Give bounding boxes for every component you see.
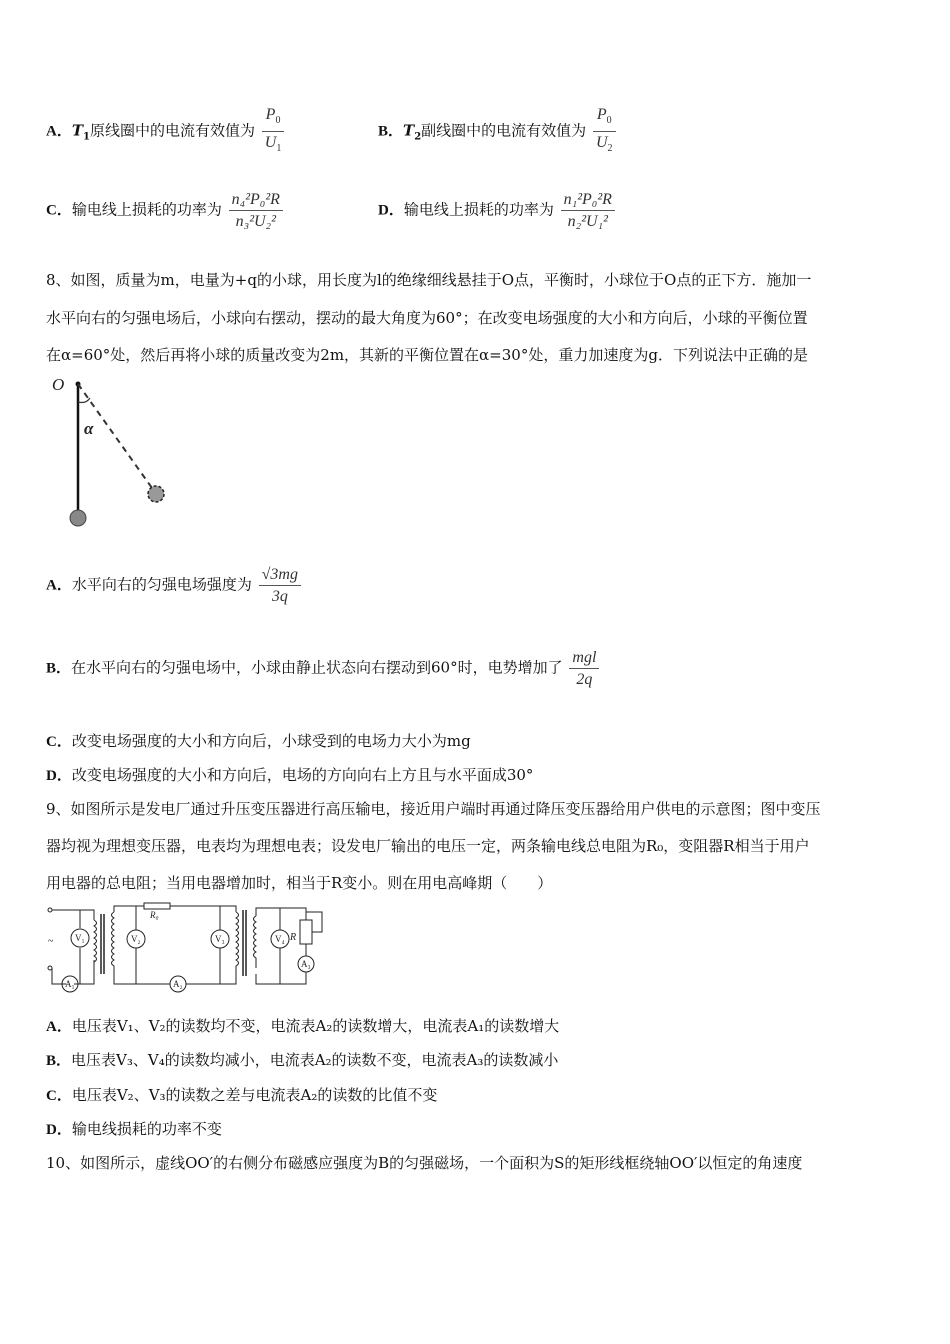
rheostat-slider <box>306 912 322 932</box>
svg-text:A₁: A₁ <box>65 979 75 989</box>
resistor-r0 <box>144 903 170 909</box>
step-up-primary-coil <box>94 920 97 966</box>
svg-text:V₄: V₄ <box>275 934 285 944</box>
q9-stem-line-3: 用电器的总电阻；当用电器增加时，相当于R变小。则在用电高峰期（ ） <box>46 874 553 892</box>
q7-option-c: C．输电线上损耗的功率为 $\frac{\text{n₄²P₀²R}}{\text{n₃²U₂²}}$ <box>46 190 283 231</box>
svg-text:V₃: V₃ <box>215 934 225 944</box>
wire <box>186 972 236 984</box>
fraction: $\frac{P_0}{U_2}$ <box>593 105 616 158</box>
terminal-top <box>48 908 52 912</box>
fraction: $\frac{\text{mgl}}{2q}$ <box>569 648 599 689</box>
svg-text:V₁: V₁ <box>75 933 85 943</box>
q9-option-d: D．输电线损耗的功率不变 <box>46 1120 222 1138</box>
symbol: T <box>71 121 84 140</box>
fraction: $\frac{P_0}{U_1}$ <box>262 105 285 158</box>
fraction: $\frac{\text{n₁²P₀²R}}{\text{n₂²U₁²}}$ <box>561 190 615 231</box>
svg-text:R: R <box>290 932 297 943</box>
q7-option-b: B．$T_2$副线圈中的电流有效值为 $\frac{P_0}{U_2}$ <box>378 105 616 158</box>
wire <box>256 972 306 984</box>
q7-option-a: A．$T_1$原线圈中的电流有效值为 $\frac{P_0}{U_1}$ <box>46 105 284 158</box>
svg-text:R₀: R₀ <box>150 910 159 920</box>
wire <box>170 906 236 912</box>
step-down-primary-coil <box>236 912 239 972</box>
q8-stem-line-1: 8、如图，质量为m，电量为+q的小球，用长度为l的绝缘细线悬挂于O点，平衡时，小球位于O点的正下方．施加一 <box>46 271 812 289</box>
label-alpha: α <box>84 419 94 438</box>
svg-text:V₂: V₂ <box>131 934 141 944</box>
ball-displaced <box>148 486 164 502</box>
angle-arc <box>78 398 90 403</box>
q9-option-b: B．电压表V₃、V₄的读数均减小，电流表A₂的读数不变，电流表A₃的读数减小 <box>46 1051 559 1069</box>
q9-stem-line-1: 9、如图所示是发电厂通过升压变压器进行高压输电，接近用户端时再通过降压变压器给用户供电的示意图；图中变压 <box>46 800 821 818</box>
q7-option-d: D．输电线上损耗的功率为 $\frac{\text{n₁²P₀²R}}{\text{n₂²U₁²}}$ <box>378 190 615 231</box>
svg-text:A₃: A₃ <box>301 959 311 969</box>
q8-option-a: A．水平向右的匀强电场强度为 $\frac{√3mg}{3q}$ <box>46 565 301 606</box>
step-up-secondary-coil <box>112 912 115 972</box>
wire <box>52 910 94 920</box>
q8-stem-line-2: 水平向右的匀强电场后，小球向右摆动，摆动的最大角度为60°；在改变电场强度的大小和方向后，小球的平衡位置 <box>46 309 808 327</box>
terminal-bottom <box>48 966 52 970</box>
fraction: $\frac{\text{n₄²P₀²R}}{\text{n₃²U₂²}}$ <box>229 190 283 231</box>
q9-option-a: A．电压表V₁、V₂的读数均不变，电流表A₂的读数增大，电流表A₁的读数增大 <box>46 1017 560 1035</box>
wire <box>114 972 170 984</box>
ac-source-symbol: ~ <box>48 936 54 947</box>
q9-stem-line-2: 器均视为理想变压器，电表均为理想电表；设发电厂输出的电压一定，两条输电线总电阻为R₀，变阻器R相当于用户 <box>46 837 810 855</box>
q10-stem-line-1: 10、如图所示，虚线OO′的右侧分布磁感应强度为B的匀强磁场，一个面积为S的矩形线框绕轴OO′以恒定的角速度 <box>46 1154 803 1172</box>
q8-stem-line-3: 在α=60°处，然后再将小球的质量改变为2m，其新的平衡位置在α=30°处，重力加速度为g．下列说法中正确的是 <box>46 346 808 364</box>
q8-option-b: B．在水平向右的匀强电场中，小球由静止状态向右摆动到60°时，电势增加了 $\frac{\text{mgl}}{2q}$ <box>46 648 599 689</box>
variable-resistor-r <box>300 920 312 944</box>
fraction: $\frac{√3mg}{3q}$ <box>259 565 301 606</box>
svg-text:A₂: A₂ <box>173 979 183 989</box>
label-O: O <box>52 375 65 394</box>
wire <box>256 908 306 920</box>
wire <box>52 968 66 984</box>
ball-equilibrium <box>70 510 86 526</box>
step-down-secondary-coil <box>254 916 257 968</box>
q9-option-c: C．电压表V₂、V₃的读数之差与电流表A₂的读数的比值不变 <box>46 1086 438 1104</box>
wire <box>114 906 144 912</box>
transmission-circuit <box>44 900 334 996</box>
q8-option-d: D．改变电场强度的大小和方向后，电场的方向向右上方且与水平面成30° <box>46 766 534 784</box>
pendulum-figure <box>44 372 174 532</box>
q8-option-c: C．改变电场强度的大小和方向后，小球受到的电场力大小为mg <box>46 732 471 750</box>
